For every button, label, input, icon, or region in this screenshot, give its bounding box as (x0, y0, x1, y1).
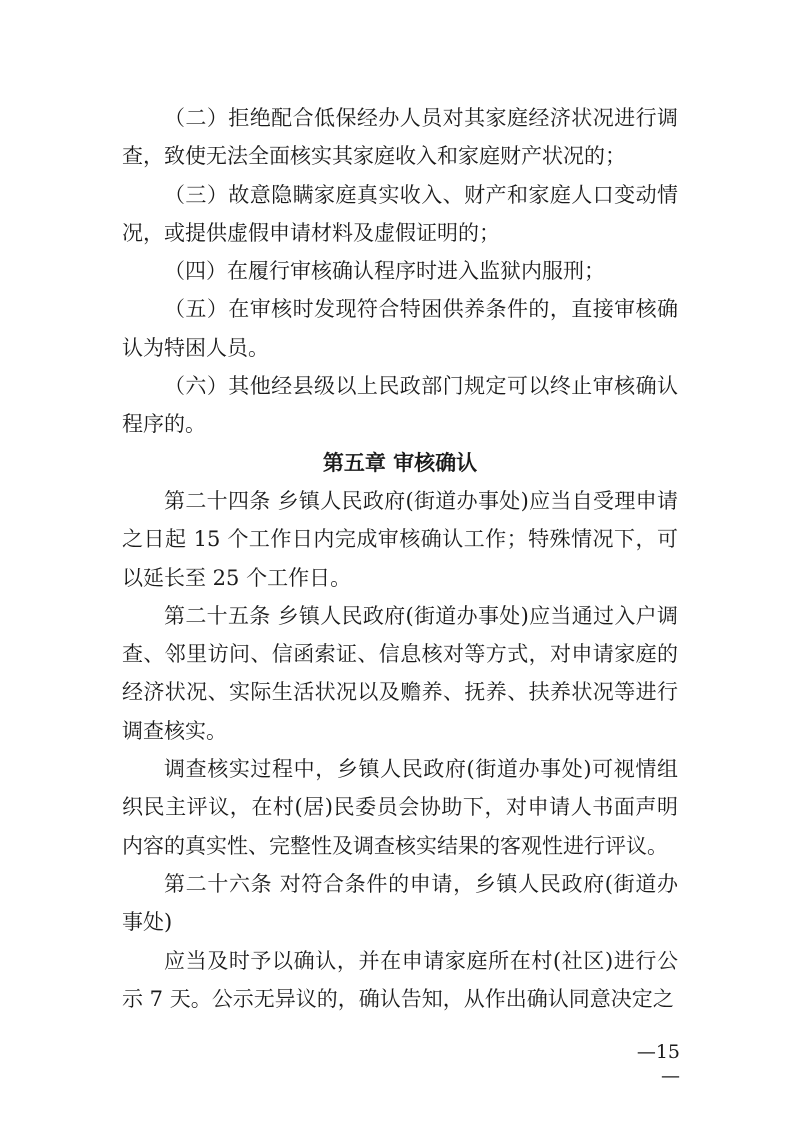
paragraph-item-4: （四）在履行审核确认程序时进入监狱内服刑； (164, 259, 605, 284)
article-24: 第二十四条 乡镇人民政府(街道办事处)应当自受理申请之日起 15 个工作日内完成审核确认工作；特殊情况下，可以延长至 25 个工作日。 (122, 488, 678, 590)
page-number: —15— (636, 1041, 680, 1087)
article-26-continuation: 应当及时予以确认，并在申请家庭所在村(社区)进行公示 7 天。公示无异议的，确认告知，从作出确认同意决定之 (122, 948, 678, 1011)
paragraph-item-3: （三）故意隐瞒家庭真实收入、财产和家庭人口变动情况，或提供虚假申请材料及虚假证明的； (122, 182, 678, 245)
document-body (122, 99, 678, 1018)
paragraph-item-6: （六）其他经县级以上民政部门规定可以终止审核确认程序的。 (122, 374, 678, 437)
article-25-paragraph-2: 调查核实过程中，乡镇人民政府(街道办事处)可视情组织民主评议，在村(居)民委员会协助下，对申请人书面声明内容的真实性、完整性及调查核实结果的客观性进行评议。 (122, 757, 678, 858)
chapter-title: 第五章 审核确认 (322, 450, 478, 475)
paragraph-item-2: （二）拒绝配合低保经办人员对其家庭经济状况进行调查，致使无法全面核实其家庭收入和家庭财产状况的； (122, 106, 678, 169)
paragraph-item-5: （五）在审核时发现符合特困供养条件的，直接审核确认为特困人员。 (122, 297, 678, 360)
article-26: 第二十六条 对符合条件的申请，乡镇人民政府(街道办事处) (122, 871, 678, 935)
article-25: 第二十五条 乡镇人民政府(街道办事处)应当通过入户调查、邻里访问、信函索证、信息核对等方式，对申请家庭的经济状况、实际生活状况以及赡养、抚养、扶养状况等进行调查核实。 (122, 603, 678, 743)
